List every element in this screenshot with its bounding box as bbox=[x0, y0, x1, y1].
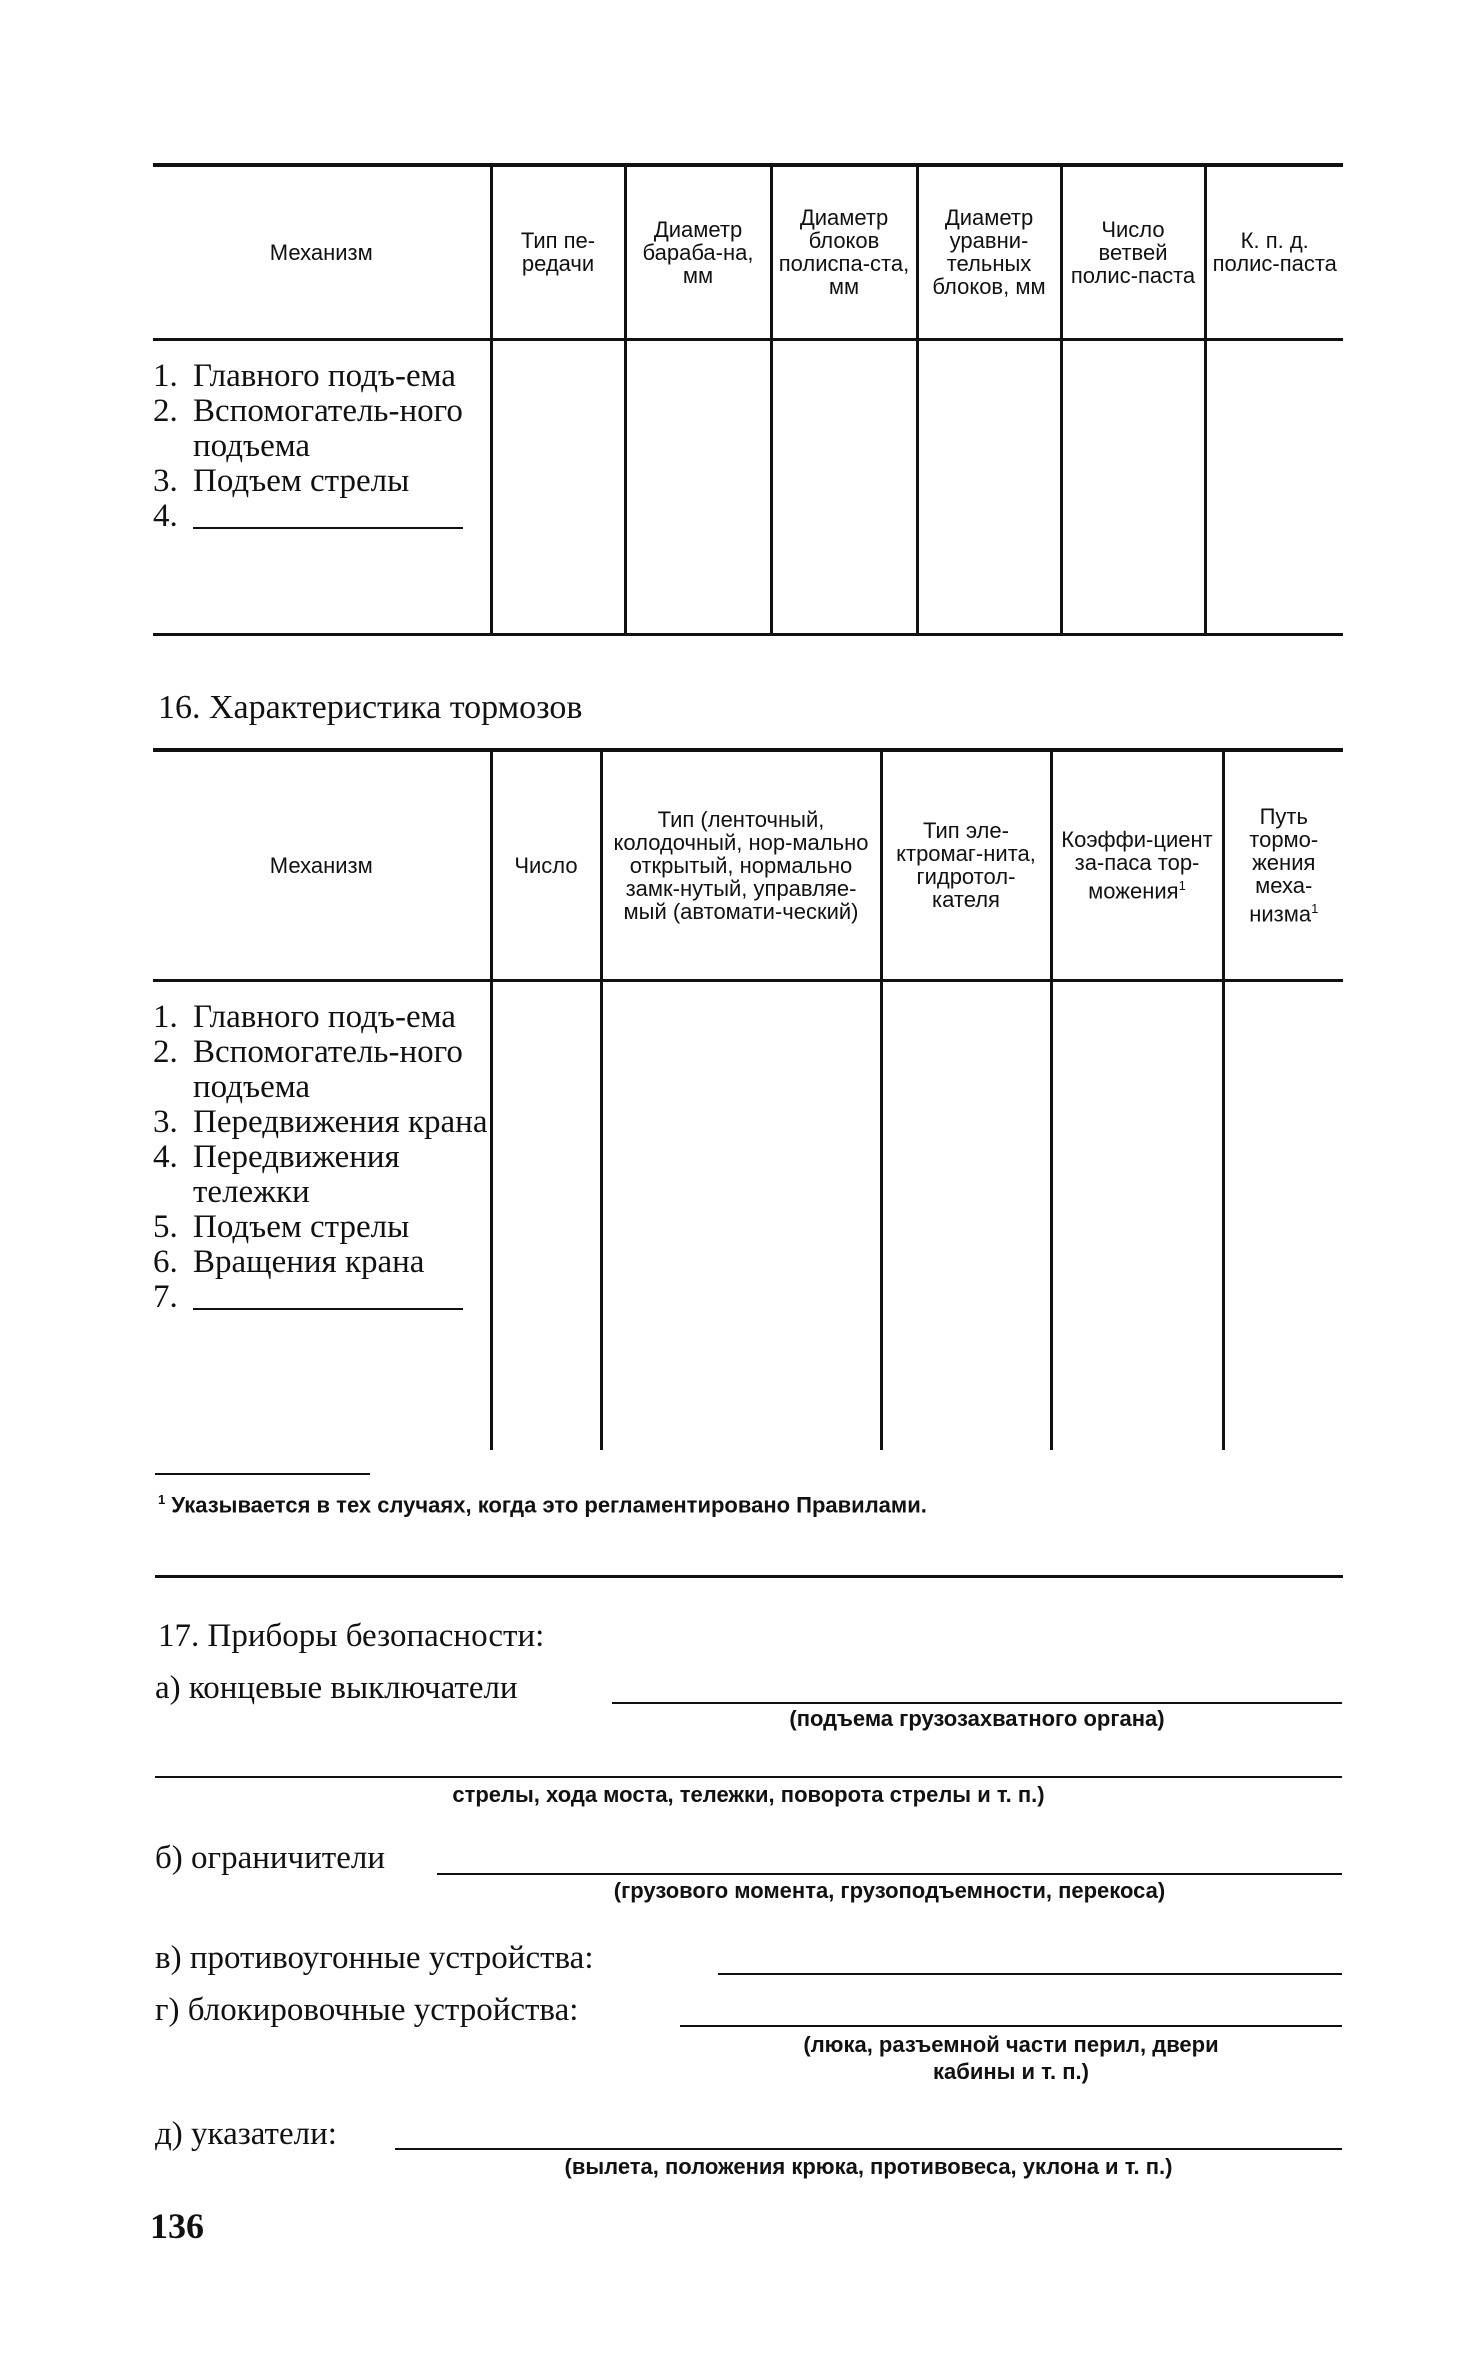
col-header-braking-reserve: Коэффи-циент за-паса тор-можения$^1$ bbox=[1051, 750, 1223, 980]
list-item: 5. Подъем стрелы bbox=[153, 1208, 410, 1245]
interlock-line[interactable] bbox=[680, 1995, 1342, 2027]
indicators-label: д) указатели: bbox=[155, 2116, 337, 2152]
fill-cell[interactable] bbox=[1051, 980, 1223, 1450]
anti-theft-line[interactable] bbox=[718, 1943, 1342, 1975]
list-item: 1. Главного подъ-ема bbox=[153, 357, 456, 394]
pulley-table bbox=[153, 163, 1343, 636]
section-divider bbox=[155, 1575, 1343, 1578]
fill-cell[interactable] bbox=[491, 980, 601, 1450]
anti-theft-label: в) противоугонные устройства: bbox=[155, 1940, 594, 1976]
fill-cell[interactable] bbox=[881, 980, 1051, 1450]
list-item: 2. Вспомогатель-ного подъема bbox=[153, 392, 463, 464]
col-header-equalizer-block-diameter: Диаметр уравни-тельных блоков, мм bbox=[917, 165, 1061, 339]
list-item: 1. Главного подъ-ема bbox=[153, 998, 456, 1035]
col-header-transmission-type: Тип пе-редачи bbox=[491, 165, 625, 339]
limit-switches-hint-2: стрелы, хода моста, тележки, поворота стрелы и т. п.) bbox=[452, 1782, 1045, 1807]
list-item: 6. Вращения крана bbox=[153, 1243, 425, 1280]
mechanism-list-cell bbox=[153, 339, 491, 634]
col-header-branch-count: Число ветвей полис-паста bbox=[1061, 165, 1205, 339]
col-header-braking-distance: Путь тормо-жения меха-низма$^1$ bbox=[1223, 750, 1343, 980]
list-item: 7. bbox=[153, 1280, 490, 1318]
blank-line[interactable] bbox=[193, 1280, 463, 1310]
fill-cell[interactable] bbox=[771, 339, 917, 634]
mechanism-list bbox=[153, 1000, 490, 1318]
footnote-rule bbox=[155, 1473, 370, 1475]
col-header-brake-type: Тип (ленточный, колодочный, нор-мально открытый, нормально замк-нутый, управляе-мый (автомати-ческий) bbox=[601, 750, 881, 980]
blank-line[interactable] bbox=[193, 499, 463, 529]
limit-switches-line[interactable] bbox=[612, 1672, 1342, 1704]
mechanism-list bbox=[153, 359, 490, 537]
list-item: 2. Вспомогатель-ного подъема bbox=[153, 1033, 463, 1105]
section-16-title: 16. Характеристика тормозов bbox=[158, 689, 583, 726]
limiters-hint: (грузового момента, грузоподъемности, перекоса) bbox=[613, 1878, 1166, 1903]
fill-cell[interactable] bbox=[917, 339, 1061, 634]
list-item: 4. bbox=[153, 499, 490, 537]
fill-cell[interactable] bbox=[1061, 339, 1205, 634]
mechanism-list-cell bbox=[153, 980, 491, 1450]
col-header-drum-diameter: Диаметр бараба-на, мм bbox=[625, 165, 771, 339]
col-header-efficiency: К. п. д. полис-паста bbox=[1205, 165, 1343, 339]
fill-cell[interactable] bbox=[625, 339, 771, 634]
interlock-hint: (люка, разъемной части перил, двери кабины и т. п.) bbox=[803, 2032, 1219, 2084]
col-header-mechanism: Механизм bbox=[153, 165, 491, 339]
indicators-hint: (вылета, положения крюка, противовеса, уклона и т. п.) bbox=[564, 2154, 1173, 2179]
list-item: 4. Передвижения тележки bbox=[153, 1138, 400, 1210]
col-header-mechanism: Механизм bbox=[153, 750, 491, 980]
limiters-line[interactable] bbox=[437, 1843, 1342, 1875]
section-17-title: 17. Приборы безопасности: bbox=[158, 1618, 545, 1654]
limit-switches-hint: (подъема грузозахватного органа) bbox=[789, 1706, 1165, 1731]
col-header-count: Число bbox=[491, 750, 601, 980]
limit-switches-label: а) концевые выключатели bbox=[155, 1670, 518, 1706]
fill-cell[interactable] bbox=[1223, 980, 1343, 1450]
fill-cell[interactable] bbox=[491, 339, 625, 634]
fill-cell[interactable] bbox=[601, 980, 881, 1450]
brakes-table bbox=[153, 748, 1343, 1450]
list-item: 3. Передвижения крана bbox=[153, 1103, 488, 1140]
limiters-label: б) ограничители bbox=[155, 1840, 385, 1876]
indicators-line[interactable] bbox=[395, 2118, 1342, 2150]
footnote: $^1$ Указывается в тех случаях, когда это регламентировано Правилами. bbox=[158, 1492, 927, 1518]
interlock-label: г) блокировочные устройства: bbox=[155, 1992, 579, 2028]
list-item: 3. Подъем стрелы bbox=[153, 462, 410, 499]
col-header-pulley-block-diameter: Диаметр блоков полиспа-ста, мм bbox=[771, 165, 917, 339]
col-header-electromagnet-type: Тип эле-ктромаг-нита, гидротол-кателя bbox=[881, 750, 1051, 980]
fill-cell[interactable] bbox=[1205, 339, 1343, 634]
limit-switches-line-2[interactable] bbox=[155, 1750, 1342, 1778]
page-number: 136 bbox=[150, 2206, 204, 2246]
